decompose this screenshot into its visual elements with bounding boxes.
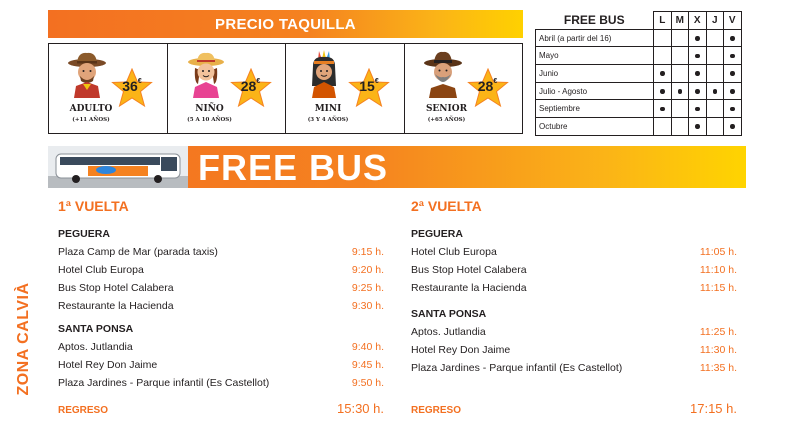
service-day-dot — [660, 89, 665, 94]
day-cell — [654, 118, 672, 136]
month-label: Abril (a partir del 16) — [536, 29, 654, 47]
list-item — [58, 338, 384, 356]
service-day-dot — [678, 89, 683, 94]
table-row — [536, 118, 742, 136]
day-cell — [654, 100, 672, 118]
day-cell — [689, 100, 707, 118]
return-time: 17:15 h. — [690, 401, 737, 416]
service-day-dot — [660, 107, 665, 112]
day-cell — [706, 100, 724, 118]
return-row — [58, 401, 384, 416]
day-cell — [671, 118, 689, 136]
service-day-dot — [730, 89, 735, 94]
list-item — [411, 279, 737, 297]
stop-time: 9:25 h. — [351, 282, 384, 294]
price-table — [48, 43, 523, 134]
day-cell — [724, 65, 742, 83]
day-cell — [671, 65, 689, 83]
list-item — [58, 356, 384, 374]
price-card-adulto — [49, 44, 168, 133]
stop-name: Hotel Club Europa — [411, 246, 497, 258]
list-item — [58, 243, 384, 261]
list-item — [58, 279, 384, 297]
return-label: REGRESO — [411, 405, 462, 416]
list-item — [411, 261, 737, 279]
service-day-dot — [695, 107, 700, 112]
price-value: 28 — [477, 78, 494, 94]
stop-name: Restaurante la Hacienda — [411, 282, 527, 294]
stop-name: Aptos. Jutlandia — [58, 341, 133, 353]
table-header-row — [536, 12, 742, 30]
day-cell — [706, 29, 724, 47]
day-cell — [706, 65, 724, 83]
stop-name: Restaurante la Hacienda — [58, 300, 174, 312]
day-cell — [724, 47, 742, 65]
price-value: 15 — [359, 78, 375, 94]
list-item — [58, 374, 384, 392]
category-name: NIÑO — [195, 104, 224, 114]
currency-symbol: € — [374, 78, 379, 85]
list-item — [411, 359, 737, 377]
currency-symbol: € — [256, 78, 261, 85]
day-header: X — [689, 12, 707, 30]
stop-time: 9:30 h. — [351, 300, 384, 312]
service-day-dot — [730, 124, 735, 129]
day-cell — [671, 29, 689, 47]
vuelta-1-column — [58, 198, 384, 428]
bearded-cowboy-icon — [423, 50, 463, 98]
day-cell — [724, 82, 742, 100]
stop-time: 11:35 h. — [699, 362, 737, 374]
service-day-dot — [730, 71, 735, 76]
vuelta-2-column — [411, 198, 737, 428]
list-item — [58, 261, 384, 279]
price-value: 36 — [122, 78, 138, 94]
table-row — [536, 47, 742, 65]
service-day-dot — [695, 71, 700, 76]
stop-time: 9:15 h. — [351, 246, 384, 258]
day-cell — [724, 100, 742, 118]
day-cell — [689, 65, 707, 83]
day-cell — [654, 47, 672, 65]
month-label: Septiembre — [536, 100, 654, 118]
free-bus-schedule-table — [535, 11, 742, 136]
currency-symbol: € — [137, 78, 142, 85]
list-item — [411, 341, 737, 359]
stop-name: Plaza Jardines - Parque infantil (Es Castellot) — [58, 377, 270, 389]
stop-name: Hotel Rey Don Jaime — [411, 344, 511, 356]
day-cell — [689, 82, 707, 100]
stop-time: 11:15 h. — [699, 282, 737, 294]
group-name: SANTA PONSA — [411, 308, 487, 320]
price-section-title: PRECIO TAQUILLA — [48, 10, 523, 38]
day-header: L — [654, 12, 672, 30]
price-value: 28 — [240, 78, 257, 94]
currency-symbol: € — [493, 78, 498, 85]
stop-time: 11:10 h. — [699, 264, 737, 276]
day-cell — [671, 47, 689, 65]
day-header: J — [706, 12, 724, 30]
stop-time: 9:45 h. — [351, 359, 384, 371]
stop-time: 11:05 h. — [699, 246, 737, 258]
stop-time: 9:50 h. — [351, 377, 384, 389]
service-day-dot — [695, 36, 700, 41]
stop-name: Bus Stop Hotel Calabera — [58, 282, 174, 294]
list-item — [58, 297, 384, 315]
day-cell — [654, 65, 672, 83]
service-day-dot — [713, 89, 718, 94]
table-row — [536, 82, 742, 100]
vuelta-title: 1ª VUELTA — [58, 198, 129, 214]
category-name: MINI — [314, 104, 342, 114]
day-cell — [654, 29, 672, 47]
stop-time: 9:20 h. — [351, 264, 384, 276]
stop-time: 9:40 h. — [351, 341, 384, 353]
day-cell — [671, 82, 689, 100]
free-bus-title: FREE BUS — [198, 147, 389, 188]
return-row — [411, 401, 737, 416]
month-label: Octubre — [536, 118, 654, 136]
table-row — [536, 65, 742, 83]
stop-name: Plaza Camp de Mar (parada taxis) — [58, 246, 218, 258]
stop-name: Hotel Rey Don Jaime — [58, 359, 158, 371]
free-bus-banner — [48, 146, 746, 188]
stop-name: Plaza Jardines - Parque infantil (Es Castellot) — [411, 362, 623, 374]
service-day-dot — [695, 89, 700, 94]
stop-name: Hotel Club Europa — [58, 264, 144, 276]
day-cell — [689, 47, 707, 65]
day-cell — [706, 82, 724, 100]
cowboy-man-icon — [67, 50, 107, 98]
category-name: ADULTO — [69, 104, 113, 114]
category-name: SENIOR — [425, 104, 468, 114]
stop-name: Bus Stop Hotel Calabera — [411, 264, 527, 276]
service-day-dot — [695, 124, 700, 129]
day-cell — [706, 47, 724, 65]
month-label: Junio — [536, 65, 654, 83]
service-day-dot — [660, 71, 665, 76]
cowgirl-child-icon — [186, 50, 226, 98]
category-detail: (3 Y 4 AÑOS) — [307, 117, 349, 123]
category-detail: (+65 AÑOS) — [427, 117, 466, 123]
service-day-dot — [730, 107, 735, 112]
side-zone-label: ZONA CALVIÀ — [15, 282, 32, 396]
day-header: V — [724, 12, 742, 30]
bus-icon — [48, 146, 188, 188]
return-label: REGRESO — [58, 405, 109, 416]
schedule-table-title: FREE BUS — [563, 13, 625, 28]
group-name: SANTA PONSA — [58, 323, 134, 335]
day-cell — [706, 118, 724, 136]
price-card-nino — [168, 44, 287, 133]
group-name: PEGUERA — [58, 228, 110, 240]
return-time: 15:30 h. — [337, 401, 384, 416]
price-card-senior — [405, 44, 523, 133]
stop-time: 11:30 h. — [699, 344, 737, 356]
day-header: M — [671, 12, 689, 30]
day-cell — [689, 29, 707, 47]
month-label: Julio - Agosto — [536, 82, 654, 100]
vuelta-title: 2ª VUELTA — [411, 198, 482, 214]
stop-name: Aptos. Jutlandia — [411, 326, 486, 338]
table-row — [536, 100, 742, 118]
day-cell — [724, 118, 742, 136]
day-cell — [654, 82, 672, 100]
category-detail: (+11 AÑOS) — [72, 117, 110, 123]
list-item — [411, 323, 737, 341]
service-day-dot — [730, 54, 735, 59]
service-day-dot — [730, 36, 735, 41]
stop-time: 11:25 h. — [699, 326, 737, 338]
category-detail: (5 A 10 AÑOS) — [187, 117, 232, 123]
day-cell — [724, 29, 742, 47]
list-item — [411, 243, 737, 261]
day-cell — [689, 118, 707, 136]
day-cell — [671, 100, 689, 118]
group-name: PEGUERA — [411, 228, 463, 240]
price-card-mini — [286, 44, 405, 133]
table-row — [536, 29, 742, 47]
month-label: Mayo — [536, 47, 654, 65]
native-girl-icon — [304, 50, 344, 98]
service-day-dot — [695, 54, 700, 59]
